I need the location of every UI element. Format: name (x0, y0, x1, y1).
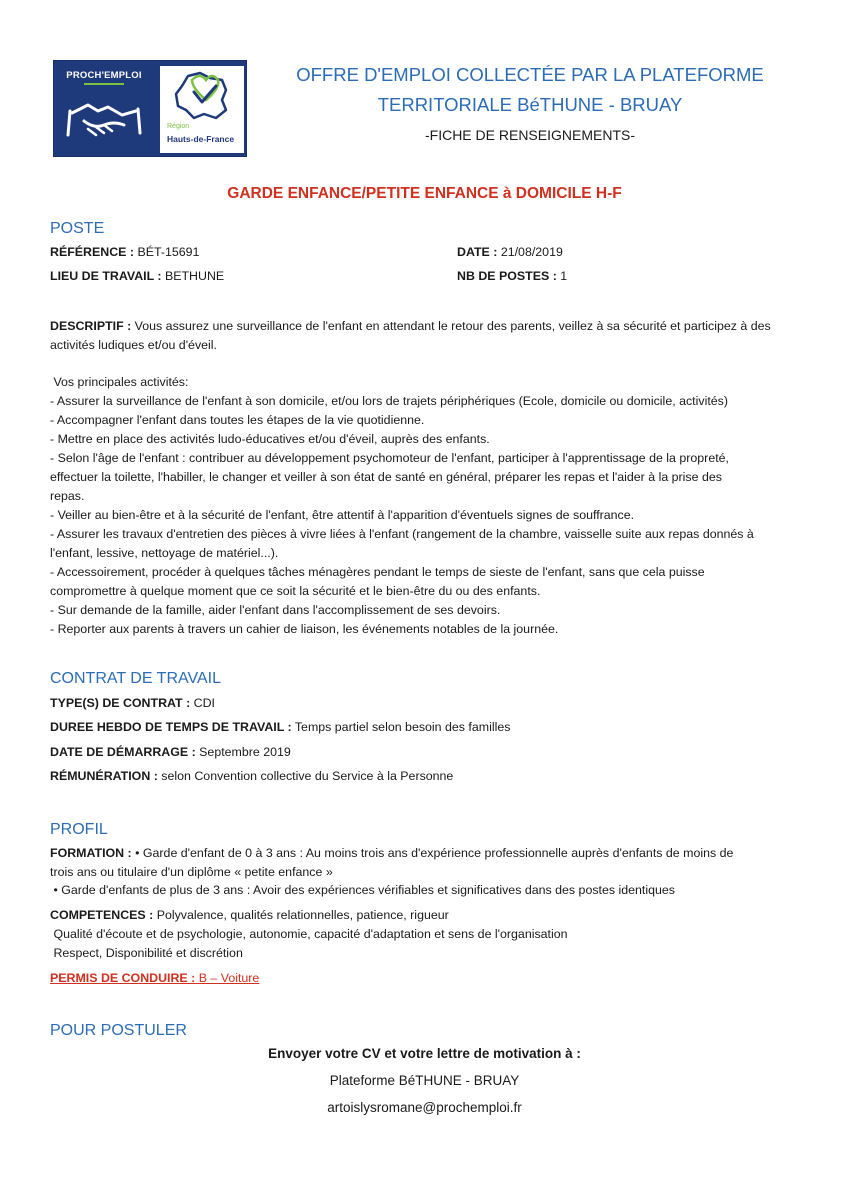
work-hours-field (50, 719, 510, 735)
section-heading-contrat: CONTRAT DE TRAVAIL (50, 670, 221, 687)
contract-type-value: CDI (190, 696, 215, 710)
competences-line-1 (50, 907, 449, 923)
date-field (457, 244, 563, 260)
activity-line: - Veiller au bien-être et à la sécurité de l'enfant, être attentif à l'apparition d'éventuels signes de souffrance. (50, 508, 635, 522)
nb-postes-value: 1 (556, 269, 568, 283)
driving-licence-field (50, 970, 259, 986)
salary-value: selon Convention collective du Service à la Personne (157, 769, 454, 783)
contract-type-label: TYPE(S) DE CONTRAT : (50, 696, 191, 710)
apply-email[interactable]: artoislysromane@prochemploi.fr (327, 1100, 522, 1115)
job-title: GARDE ENFANCE/PETITE ENFANCE à DOMICILE H-F (227, 185, 622, 202)
nb-postes-label: NB DE POSTES : (457, 269, 557, 283)
activity-line: - Accessoirement, procéder à quelques tâches ménagères pendant le temps de sieste de l'enfant, sans que cela puisse (50, 565, 705, 579)
lieu-label: LIEU DE TRAVAIL : (50, 269, 162, 283)
competences-line-2: Qualité d'écoute et de psychologie, autonomie, capacité d'adaptation et sens de l'organisation (50, 927, 568, 941)
date-label: DATE : (457, 245, 498, 259)
header-title-line1: OFFRE D'EMPLOI COLLECTÉE PAR LA PLATEFORME (296, 64, 764, 85)
nb-postes-field (457, 268, 567, 284)
section-heading-profil: PROFIL (50, 821, 108, 838)
prochemploi-logo (53, 60, 247, 157)
driving-licence-value: B – Voiture (195, 971, 260, 985)
apply-platform: Plateforme BéTHUNE - BRUAY (329, 1073, 520, 1088)
reference-label: RÉFÉRENCE : (50, 245, 134, 259)
logo-region-name: Hauts-de-France (167, 134, 235, 144)
formation-line-1 (50, 845, 733, 861)
activity-line: Vos principales activités: (50, 375, 189, 389)
activity-line: - Accompagner l'enfant dans toutes les étapes de la vie quotidienne. (50, 413, 425, 427)
contract-type-field (50, 695, 215, 711)
descriptif-label: DESCRIPTIF : (50, 319, 132, 333)
section-heading-poste: POSTE (50, 220, 105, 237)
apply-instructions: Envoyer votre CV et votre lettre de motivation à : (268, 1046, 581, 1061)
logo-region-label: Région (167, 123, 190, 130)
logo-brand-text: PROCH'EMPLOI (66, 70, 142, 81)
formation-text-1: • Garde d'enfant de 0 à 3 ans : Au moins trois ans d'expérience professionnelle auprès d'enfants de moins de (131, 846, 734, 860)
start-date-field (50, 744, 291, 760)
formation-line-3: • Garde d'enfants de plus de 3 ans : Avoir des expériences vérifiables et significatives dans des postes identiques (50, 883, 676, 897)
formation-line-2: trois ans ou titulaire d'un diplôme « petite enfance » (50, 865, 333, 879)
france-map-icon (166, 70, 236, 122)
activity-line: l'enfant, lessive, nettoyage de matériel...). (50, 546, 279, 560)
activity-line: - Selon l'âge de l'enfant : contribuer au développement psychomoteur de l'enfant, participer à l'apprentissage de la propreté, (50, 451, 729, 465)
descriptif-line-1 (50, 318, 771, 334)
lieu-value: BETHUNE (161, 269, 225, 283)
activity-line: repas. (50, 489, 85, 503)
competences-line-3: Respect, Disponibilité et discrétion (50, 946, 243, 960)
work-hours-label: DUREE HEBDO DE TEMPS DE TRAVAIL : (50, 720, 292, 734)
descriptif-line-2: activités ludiques et/ou d'éveil. (50, 338, 217, 352)
activity-line: - Reporter aux parents à travers un cahier de liaison, les événements notables de la journée. (50, 622, 559, 636)
descriptif-text-1: Vous assurez une surveillance de l'enfant en attendant le retour des parents, veillez à sa sécurité et participez à des (131, 319, 771, 333)
activity-line: - Mettre en place des activités ludo-éducatives et/ou d'éveil, auprès des enfants. (50, 432, 490, 446)
handshake-icon (64, 91, 144, 151)
section-heading-postuler: POUR POSTULER (50, 1022, 187, 1039)
date-value: 21/08/2019 (497, 245, 563, 259)
start-date-label: DATE DE DÉMARRAGE : (50, 745, 196, 759)
salary-label: RÉMUNÉRATION : (50, 769, 158, 783)
start-date-value: Septembre 2019 (195, 745, 291, 759)
competences-label: COMPETENCES : (50, 908, 154, 922)
formation-label: FORMATION : (50, 846, 132, 860)
header-subtitle: -FICHE DE RENSEIGNEMENTS- (424, 127, 635, 143)
activity-line: compromettre à quelque moment que ce soit la sécurité et le bien-être du ou des enfants. (50, 584, 541, 598)
logo-left-panel (54, 61, 154, 158)
work-hours-value: Temps partiel selon besoin des familles (291, 720, 511, 734)
activity-line: - Assurer la surveillance de l'enfant à son domicile, et/ou lors de trajets périphériques (Ecole, domicile ou domicile, activités) (50, 394, 728, 408)
activity-line: - Assurer les travaux d'entretien des pièces à vivre liées à l'enfant (rangement de la chambre, vaisselle suite aux repas donnés à (50, 527, 754, 541)
activities-list (50, 373, 800, 639)
salary-field (50, 768, 453, 784)
activity-line: - Sur demande de la famille, aider l'enfant dans l'accomplissement de ses devoirs. (50, 603, 501, 617)
header-title-line2: TERRITORIALE BéTHUNE - BRUAY (377, 94, 683, 115)
region-logo (160, 66, 244, 153)
logo-underline (84, 83, 124, 85)
lieu-field (50, 268, 224, 284)
competences-text-1: Polyvalence, qualités relationnelles, patience, rigueur (153, 908, 449, 922)
reference-value: BÉT-15691 (134, 245, 200, 259)
activity-line: effectuer la toilette, l'habiller, le changer et veiller à son état de santé en général, préparer les repas et l'aider à la prise des (50, 470, 722, 484)
reference-field (50, 244, 199, 260)
driving-licence-label: PERMIS DE CONDUIRE : (50, 971, 196, 985)
